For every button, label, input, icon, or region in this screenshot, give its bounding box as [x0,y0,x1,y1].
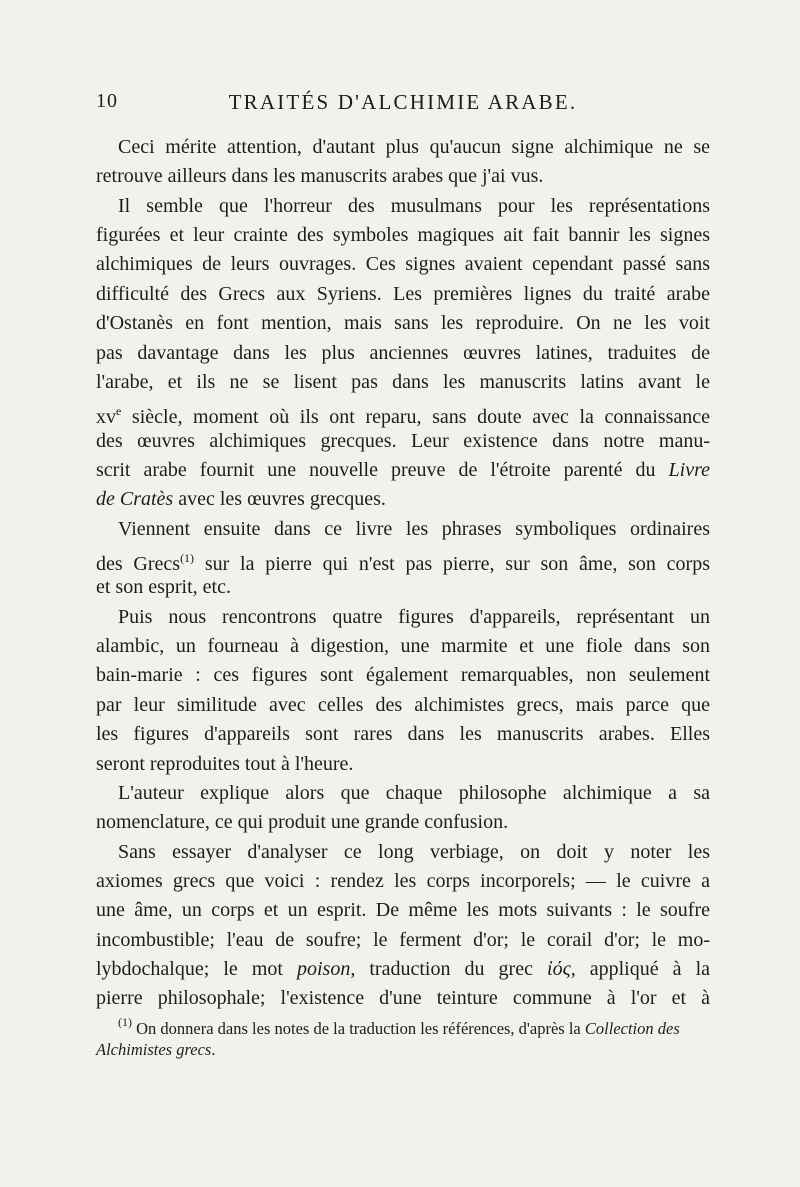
text-line: Sans essayer d'analyser ce long verbiage, on doit y noter les [118,840,710,863]
collection-title-italic: Collection des [584,1019,680,1038]
text-line: pierre philosophale; l'existence d'une teinture commune à l'or et à [96,987,710,1010]
text-segment: avec les œuvres grecques. [173,488,386,511]
running-title: TRAITÉS D'ALCHIMIE ARABE. [228,90,578,114]
text-segment: lybdochalque; le mot [96,958,297,981]
footnote-marker: (1) [118,1015,132,1029]
text-line: l'arabe, et ils ne se lisent pas dans les manuscrits latins avant le [96,370,710,393]
term-italic: poison [296,958,351,981]
text-line: d'Ostanès en font mention, mais sans les reproduire. On ne les voit [96,312,710,335]
text-segment: des Grecs [96,553,181,576]
text-line: alchimiques de leurs ouvrages. Ces signes avaient cependant passé sans [96,253,710,276]
text-line: nomenclature, ce qui produit une grande confusion. [96,811,509,834]
book-title-italic: Livre [668,458,710,481]
footnote-reference[interactable]: (1) [180,551,195,566]
footnote-line [96,1036,710,1064]
text-line: bain-marie : ces figures sont également remarquables, non seulement [96,664,710,687]
text-line: figurées et leur crainte des symboles magiques ait fait bannir les signes [96,224,710,247]
text-line: et son esprit, etc. [96,576,231,599]
text-line: une âme, un corps et un esprit. De même les mots suivants : le soufre [96,899,710,922]
text-line: Viennent ensuite dans ce livre les phrases symboliques ordinaires [118,517,710,540]
text-line: difficulté des Grecs aux Syriens. Les premières lignes du traité arabe [96,282,710,305]
text-segment: , traduction du grec [350,958,548,981]
text-segment: On donnera dans les notes de la traduction les références, d'après la [132,1019,585,1038]
text-line: par leur similitude avec celles des alchimistes grecs, mais parce que [96,693,710,716]
text-line: des œuvres alchimiques grecques. Leur existence dans notre manu- [96,429,710,452]
book-title-italic: de Cratès [96,488,174,511]
text-segment: sur la pierre qui n'est pas pierre, sur son âme, son corps [194,553,710,576]
text-line: pas davantage dans les plus anciennes œuvres latines, traduites de [96,341,710,364]
text-segment: siècle, moment où ils ont reparu, sans doute avec la connaissance [121,406,710,429]
text-line [96,456,710,485]
text-line: les figures d'appareils sont rares dans les manuscrits arabes. Elles [96,723,710,746]
footnote-line [96,1008,710,1036]
page-number: 10 [96,90,118,112]
collection-title-italic: Alchimistes grecs [96,1040,212,1059]
footnote-area [96,1008,710,1064]
text-line [96,485,710,514]
text-line: alambic, un fourneau à digestion, une marmite et une fiole dans son [96,635,710,658]
text-line: L'auteur explique alors que chaque philosophe alchimique a sa [118,781,710,804]
greek-term: ἰός [547,958,571,981]
text-line: incombustible; l'eau de soufre; le ferment d'or; le corail d'or; le mo- [96,928,710,951]
text-line: axiomes grecs que voici : rendez les corps incorporels; — le cuivre a [96,869,710,892]
text-line [96,544,710,576]
page-header [96,90,710,120]
text-line: retrouve ailleurs dans les manuscrits arabes que j'ai vus. [96,165,544,188]
body-text [96,133,710,1014]
text-segment: scrit arabe fournit une nouvelle preuve de l'étroite parenté du [96,458,669,481]
text-line: seront reproduites tout à l'heure. [96,752,354,775]
text-segment: . [211,1040,216,1059]
text-segment: , appliqué à la [570,958,710,981]
text-line: Puis nous rencontrons quatre figures d'appareils, représentant un [118,605,710,628]
text-line: Il semble que l'horreur des musulmans pour les représentations [118,194,710,217]
text-line [96,397,710,429]
century-numeral: xv [96,406,116,429]
century-superscript: e [116,404,122,419]
text-line [96,955,710,984]
text-line: Ceci mérite attention, d'autant plus qu'aucun signe alchimique ne se [118,136,710,158]
